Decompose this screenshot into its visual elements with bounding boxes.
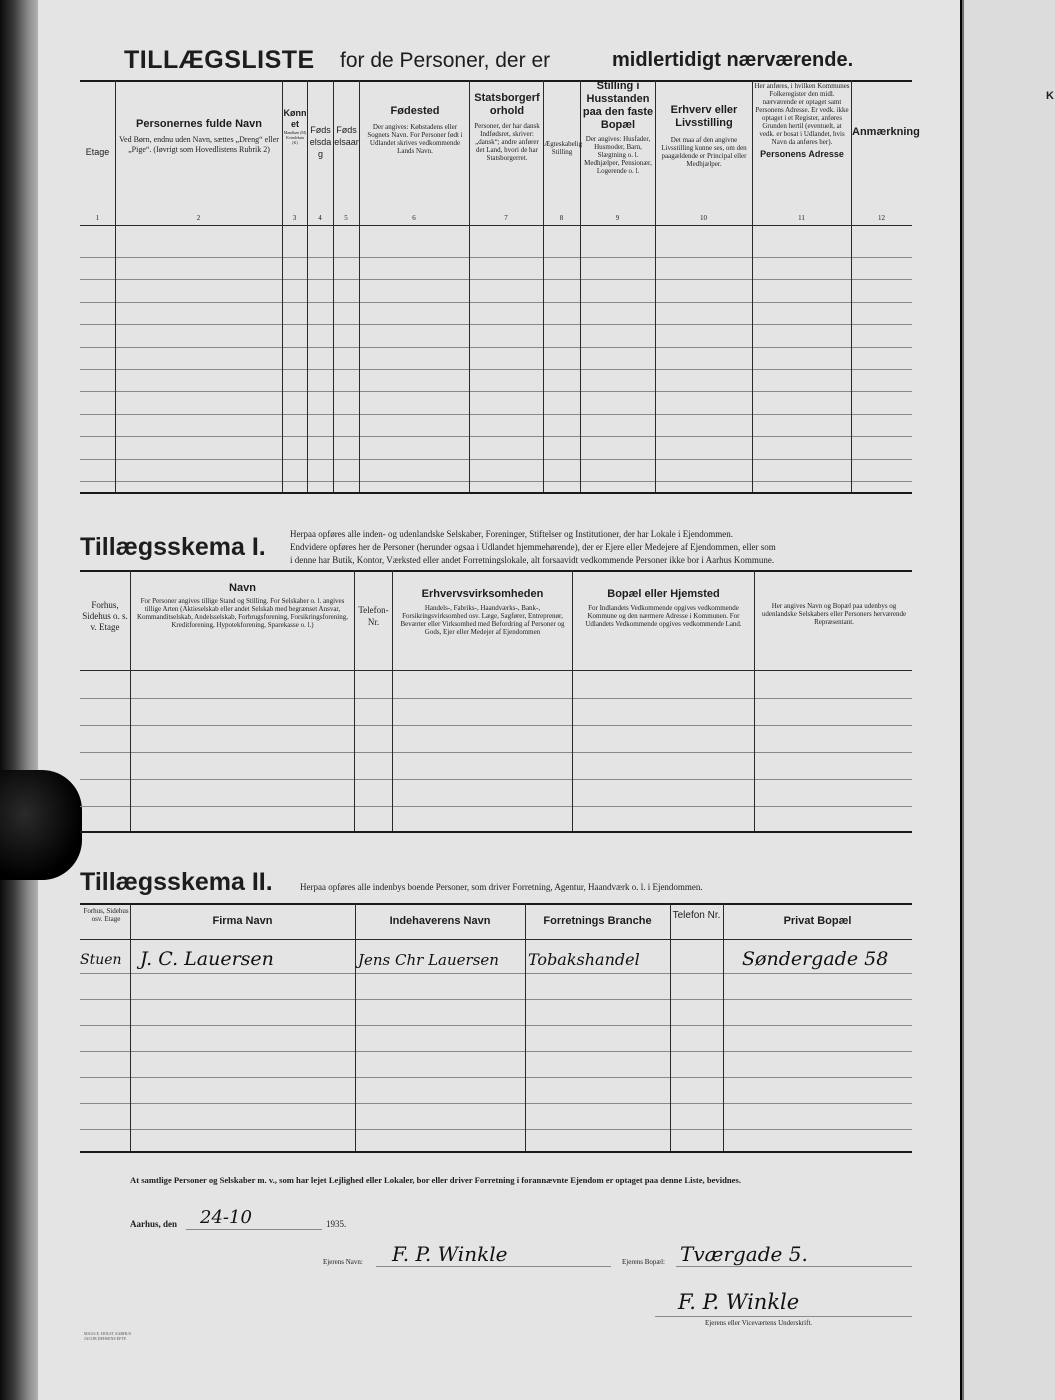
skema1-header-etage: Forhus, Sidehus o. s. v. Etage [82,600,128,632]
skema1-header-repraesentant: Her angives Navn og Bopæl paa udenbys og udenlandske Selskabers eller Personers herværende Repræsentant. [761,602,907,626]
signature-label: Ejerens eller Viceværtens Underskrift. [705,1319,813,1327]
list-col-line [752,80,753,492]
col-number: 12 [878,214,885,222]
book-binding [0,0,40,1400]
ruled-row-line [80,347,912,348]
ruled-row-line [80,1077,912,1078]
skema2-row-bopael: Søndergade 58 [742,948,889,970]
thumb-shadow [0,770,82,880]
date-line [186,1229,322,1230]
skema1-header-erhverv: Erhvervsvirksomheden Handels-, Fabriks-, Haandværks-, Bank-, Forsikringsvirksomhed osv. Læge, Sagfører, Entreprenør, Beværter eller Virksomhed med Befordring af Personer og Gods, Ejer eller Medejer af Ejendommen [400,588,565,636]
ruled-row-line [80,257,912,258]
col-number: 5 [344,214,348,222]
ruled-row-line [80,1129,912,1130]
ruled-row-line [80,436,912,437]
col-number: 1 [95,214,100,222]
ruled-row-line [80,414,912,415]
header-fodselsdag: Fødselsdag [309,125,332,159]
col-number: 7 [504,214,508,222]
ruled-row-line [80,369,912,370]
form-title-end: midlertidigt nærværende. [612,49,854,71]
skema2-col-line [355,903,356,1151]
skema1-col-line [572,570,573,831]
header-adresse: Her anføres, i hvilken Kommunes Folkeregister den midl. nærværende er optaget samt Personens Adresse. Er vedk. ikke optaget i et Register, anføres Grunden hertil (eventuelt, at vedk. er bosat i Udlandet, hvis Navn da anføres her). Personens Adresse [754,82,850,159]
list-header-bottom [80,225,912,226]
skema2-header-etage: Forhus, Sidehus osv. Etage [83,907,129,923]
adjacent-page [962,0,1055,1400]
list-col-line [115,80,116,492]
skema1-header-telefon: Telefon-Nr. [358,605,389,627]
skema2-header-bopael: Privat Bopæl [783,915,852,927]
owner-name-label: Ejerens Navn: [323,1258,363,1266]
footer-year: 1935. [326,1219,347,1229]
skema2-row-branche: Tobakshandel [528,950,640,969]
owner-address: Tværgade 5. [680,1242,808,1266]
ruled-row-line [80,279,912,280]
skema1-top-border [80,570,912,572]
skema2-desc: Herpaa opføres alle indenbys boende Personer, som driver Forretning, Agentur, Haandværk o. l. i Ejendommen. [300,882,703,892]
skema2-row-firma: J. C. Lauersen [140,948,274,970]
skema2-header-indehaver: Indehaverens Navn [389,915,491,927]
header-fodselsaar: Fødselsaar [334,125,359,147]
ruled-row-line [80,779,912,780]
header-stilling-husstand: Stilling i Husstanden paa den faste Bopæl Der angives: Husfader, Husmoder, Barn, Slægtning o. l. Medhjælper, Pensionær, Logerende o. l. [582,80,654,175]
adjacent-page-fragment: K [1046,90,1054,102]
owner-address-label: Ejerens Bopæl: [622,1258,665,1266]
skema2-col-line [130,903,131,1151]
skema1-desc-line2: Endvidere opføres her de Personer (herunder ogsaa i Udlandet hjemmehørende), der er Ejere eller Medejere af Ejendommen, eller som [290,542,776,552]
ruled-row-line [80,1051,912,1052]
ruled-row-line [80,302,912,303]
skema2-header-telefon: Telefon Nr. [672,910,721,921]
footer-place: Aarhus, den [130,1219,178,1229]
ruled-row-line [80,1103,912,1104]
col-number: 3 [292,214,297,222]
skema1-col-line [754,570,755,831]
owner-signature: F. P. Winkle [678,1290,800,1314]
header-erhverv: Erhverv eller Livsstilling Det maa af den angivne Livsstilling kunne ses, om den paagældende er Principal eller Medhjælper. [661,104,747,168]
skema1-header-navn: Navn For Personer angives tillige Stand og Stilling. For Selskaber o. l. angives tillige Arten (Aktieselskab eller andet Selskab med begrænset Ansvar, Kommanditselskab, Andelsselskab, Forbrugsforening, Forsikringsforening, Kreditforening, Hypotekforening, Sparekasse o. l.) [137,582,348,629]
col-number: 9 [615,214,620,222]
owner-name: F. P. Winkle [392,1242,508,1266]
footer-date: 24-10 [200,1207,252,1228]
skema1-header-bottom [80,670,912,671]
ruled-row-line [80,999,912,1000]
header-etage: Etage [85,147,110,157]
list-col-line [359,80,360,492]
header-statsborger: Statsborgerforhold Personer, der har dansk Indfødsret, skriver: „dansk“; andre anfører det Land, hvori de har Statsborgerret. [474,92,540,162]
ruled-row-line [80,973,912,974]
col-number: 2 [196,214,201,222]
ruled-row-line [80,752,912,753]
skema2-col-line [723,903,724,1151]
skema1-title: Tillægsskema I. [80,533,266,561]
skema2-header-branche: Forretnings Branche [543,915,652,927]
footer-statement: At samtlige Personer og Selskaber m. v., som har lejet Lejlighed eller Lokaler, bor eller driver Forretning i forannævnte Ejendom er optaget paa denne Liste, bevidnes. [130,1175,741,1185]
skema1-col-line [392,570,393,831]
skema1-col-line [130,570,131,831]
skema2-col-line [670,903,671,1151]
census-form-page [38,0,960,1400]
ruled-row-line [80,459,912,460]
skema2-header-bottom [80,939,912,940]
list-col-line [655,80,656,492]
skema1-desc-line3: i denne har Butik, Kontor, Værksted eller andet Forretningslokale, alt forsaavidt vedkommende Personer ikke bor i Aarhus Kommune. [290,555,775,565]
skema2-bottom-border [80,1151,912,1153]
header-anmaerkning: Anmærkning [852,126,920,138]
ruled-row-line [80,324,912,325]
col-number: 10 [700,214,707,222]
skema2-header-firma: Firma Navn [212,915,273,927]
form-title-middle: for de Personer, der er [340,49,551,72]
skema1-header-bopael: Bopæl eller Hjemsted For Indlandets Vedkommende opgives vedkommende Kommune og den nærmere Adresse i Kommunen. For Udlandets Vedkommende opgives vedkommende Land. [585,588,742,628]
printer-mark: MAGS E. HOLST AARHUS JACOB DEHSENS EFTF. [84,1331,132,1341]
header-kon: Kønnet Mandkøn (M) Kvindekøn (K) [283,108,307,145]
skema1-bottom-border [80,831,912,833]
header-fodested: Fødested Der angives: Købstadens eller Sognets Navn. For Personer født i Udlandet skrives vedkommende Lands Navn. [367,105,463,155]
ruled-row-line [80,698,912,699]
ruled-row-line [80,481,912,482]
ruled-row-line [80,806,912,807]
ruled-row-line [80,725,912,726]
skema1-desc-line1: Herpaa opføres alle inden- og udenlandske Selskaber, Foreninger, Stiftelser og Institutioner, der har Lokale i Ejendommen. [290,529,734,539]
col-number: 4 [318,214,322,222]
list-col-line [469,80,470,492]
skema2-top-border [80,903,912,905]
signature-line [655,1316,912,1317]
skema2-col-line [525,903,526,1151]
ruled-row-line [80,391,912,392]
list-bottom-border [80,492,912,494]
form-title: TILLÆGSLISTE [124,46,315,74]
col-number: 6 [412,214,416,222]
col-number: 11 [798,214,805,222]
ruled-row-line [80,1025,912,1026]
header-aegteskabelig: Ægteskabelig Stilling [544,140,583,156]
owner-name-line [376,1266,611,1267]
skema2-row-etage: Stuen [80,952,122,968]
owner-address-line [676,1266,912,1267]
col-number: 8 [559,214,564,222]
list-col-line [851,80,852,492]
header-fulde-navn: Personernes fulde Navn Ved Børn, endnu uden Navn, sættes „Dreng“ eller „Pige“. (Iøvrigt som Hovedlistens Rubrik 2) [119,118,279,154]
skema2-row-indehaver: Jens Chr Lauersen [358,951,499,969]
skema2-title: Tillægsskema II. [80,868,273,896]
